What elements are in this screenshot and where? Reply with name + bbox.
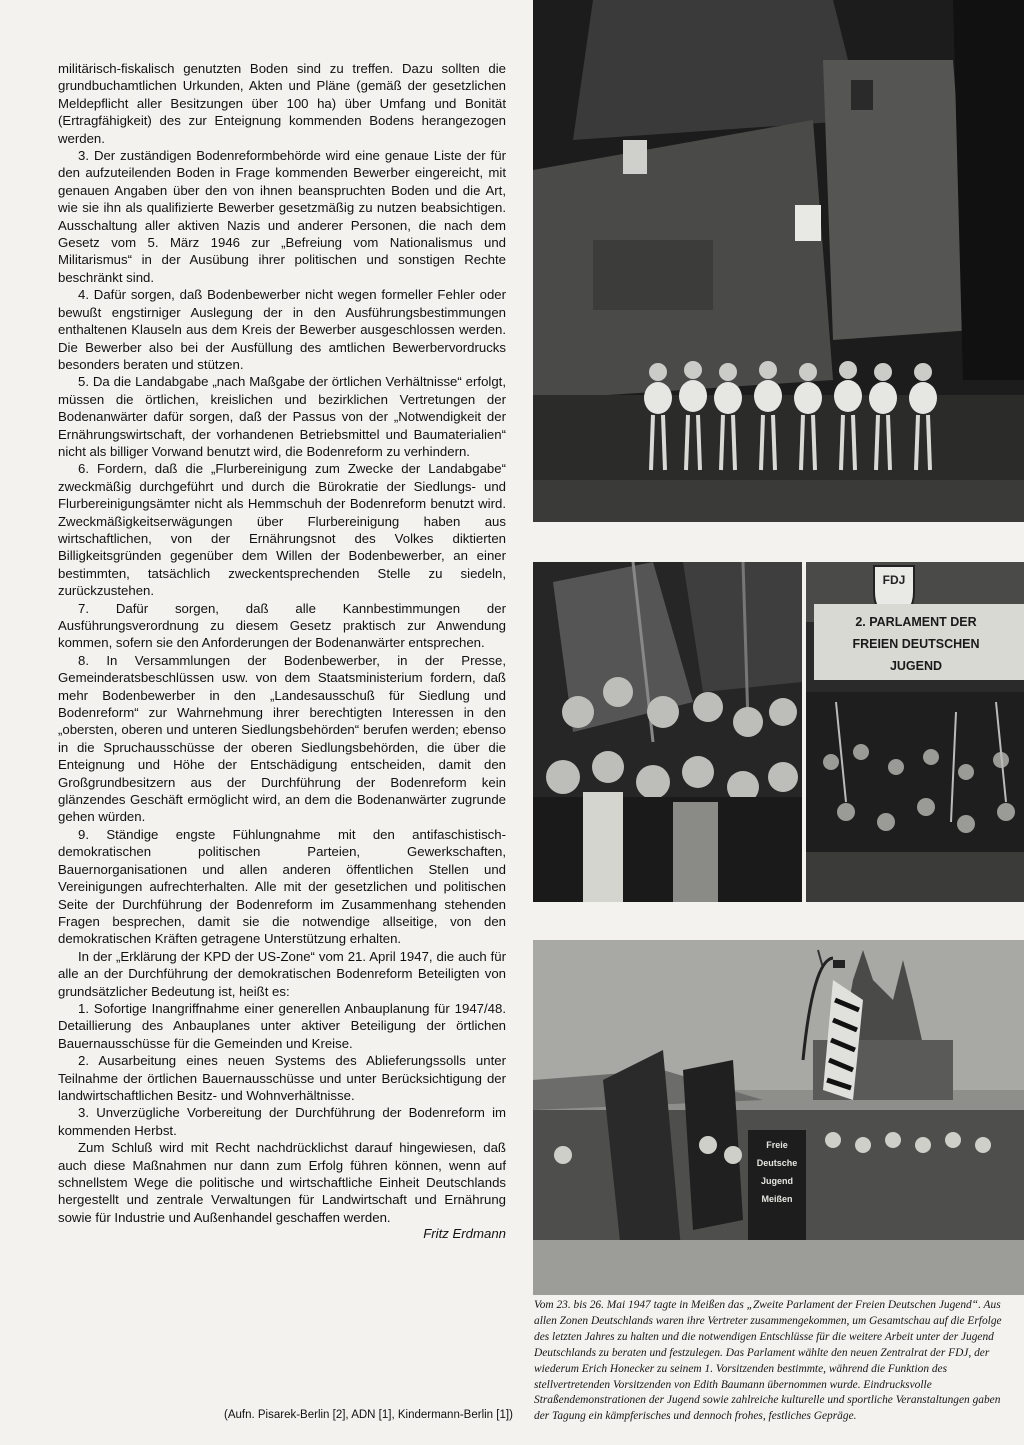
article-paragraph: 3. Der zuständigen Bodenreformbehörde wird eine genaue Liste der für den aufzuteilenden Boden in Frage kommenden Bewerber eingereicht, mit genauen Angaben über den von ihnen beanspruchten Boden und die Art, wie sie ihn als qualifizierte Bewerber gesetzmäßig zu nutzen beabsichtigen. Ausschaltung aller aktiven Nazis und anderer Personen, die nach dem Gesetz vom 5. März 1946 zur „Befreiung vom Nationalismus und Militarismus“ in der Ausübung ihrer politischen und sonstigen Rechte beschränkt sind. [58,148,506,285]
article-paragraph: 3. Unverzügliche Vorbereitung der Durchführung der Bodenreform im kommenden Herbst. [58,1105,506,1138]
photo-dancers-courtyard [533,0,1024,522]
flag-text-line-1: Freie [766,1140,788,1150]
article-paragraph: 5. Da die Landabgabe „nach Maßgabe der örtlichen Verhältnisse“ erfolgt, müssen die örtlichen, kreislichen und bezirklichen Vertretungen der Bodenanwärter dafür sorgen, daß der Passus von der „Notwendigkeit der Ernährungswirtschaft, der vorhandenen Betriebsmittel und Baumaterialien“ nicht als billiger Vorwand benutzt wird, die Bodenreform zu verhindern. [58,374,506,459]
flag-text-line-4: Meißen [761,1194,793,1204]
flag-text-line-2: Deutsche [756,1158,798,1168]
article-paragraph: 4. Dafür sorgen, daß Bodenbewerber nicht wegen formeller Fehler oder bewußt engstirniger Auslegung der in den Ausführungsbestimmungen enthaltenen Klauseln aus dem Kreis der Bewerber ausgeschlossen werden. Die Bewerber also bei der Ausfüllung des amtlichen Bewerbervordrucks besonders beraten und stützen. [58,287,506,372]
photo-fdj-banner [806,562,1024,902]
article-paragraph: militärisch-fiskalisch genutzten Boden sind zu treffen. Dazu sollten die grundbuchamtlichen Urkunden, Akten und Pläne (gemäß der gesetzlichen Meldepflicht aller Besitzungen über 100 ha) über Umfang und Bonität (Ertragfähigkeit) des zur Enteignung kommenden Bodens herangezogen werden. [58,61,506,146]
banner-line-1: 2. PARLAMENT DER [855,615,977,629]
fdj-logo-text: FDJ [882,573,906,587]
banner-line-3: JUGEND [889,659,943,673]
author-signature: Fritz Erdmann [423,1226,506,1242]
article-paragraph: 1. Sofortige Inangriffnahme einer generellen Anbauplanung für 1947/48. Detaillierung des Anbauplanes unter aktiver Beteiligung der örtlichen Bauernausschüsse für die Gemeinden und Kreise. [58,1000,506,1051]
photo-street-demonstration [533,940,1024,1295]
article-paragraph: In der „Erklärung der KPD der US-Zone“ vom 21. April 1947, die auch für alle an der Durchführung der demokratischen Bodenreform Beteiligten von grundsätzlicher Bedeutung ist, heißt es: [58,948,506,999]
article-paragraph: Zum Schluß wird mit Recht nachdrücklichst darauf hingewiesen, daß auch diese Maßnahmen nur dann zum Erfolg führen können, wenn auf schnellstem Wege die politische und wirtschaftliche Einheit Deutschlands hergestellt und zentrale Verwaltungen für Landwirtschaft und Ernährung sowie für Industrie und Außenhandel geschaffen werden. [58,1140,506,1225]
article-paragraph: 6. Fordern, daß die „Flurbereinigung zum Zwecke der Landabgabe“ zweckmäßig durchgeführt und durch die Bürokratie der Siedlungs- und Flurbereinigungsämter nicht als Hemmschuh der Bodenreform benutzt wird. Zweckmäßigkeitserwägungen über Flurbereinigung haben aus wirtschaftlichen, von der Ernährungsnot des Volkes diktierten Billigkeitsgründen gegenüber dem Willen der Bodenbewerber, an einer bestimmten, tatsächlich zweckentsprechenden Stelle zu siedeln, zurückzustehen. [58,461,506,599]
article-body [58,60,506,1243]
article-paragraph: 2. Ausarbeitung eines neuen Systems des Ablieferungssolls unter Teilnahme der örtlichen Bauernausschüsse und unter Berücksichtigung der landwirtschaftlichen Besitz- und Wohnverhältnisse. [58,1053,506,1103]
photo-caption: Vom 23. bis 26. Mai 1947 tagte in Meißen das „Zweite Parlament der Freien Deutschen Jugend“. Aus allen Zonen Deutschlands waren ihre Vertreter zusammengekommen, um Gesamtschau auf die Erfolge des letzten Jahres zu halten und die notwendigen Entschlüsse für die weitere Arbeit unter der Jugend Deutschlands zu beraten und festzulegen. Das Parlament wählte den neuen Zentralrat der FDJ, der wiederum Erich Honecker zu seinem 1. Vorsitzenden bestimmte, während die Funktion des stellvertretenden Vorsitzenden von Edith Baumann übernommen wurde. Eindrucksvolle Straßendemonstrationen der Jugend sowie zahlreiche kulturelle und sportliche Veranstaltungen gaben der Tagung ein kämpferisches und dennoch frohes, festliches Gepräge. [534,1299,1002,1423]
banner-line-2: FREIEN DEUTSCHEN [852,637,980,651]
article-paragraph: 9. Ständige engste Fühlungnahme mit den antifaschistisch-demokratischen politischen Parteien, Gewerkschaften, Bauernorganisationen und allen anderen öffentlichen Stellen und Vereinigungen aufrechterhalten. Alle mit der gesetzlichen und politischen Seite der Durchführung der Bodenreform im Zusammenhang stehenden Fragen besprechen, damit sie die notwendige allseitige, von den demokratischen Kräften getragene Unterstützung erhalten. [58,826,506,947]
photo-crowd-flags [533,562,802,902]
article-paragraph: 7. Dafür sorgen, daß alle Kannbestimmungen der Ausführungsverordnung zu diesem Gesetz praktisch zur Anwendung kommen, sofern sie den Anforderungen der Bodenanwärter entsprechen. [58,600,506,651]
photo-credit: (Aufn. Pisarek-Berlin [2], ADN [1], Kindermann-Berlin [1]) [224,1409,513,1421]
flag-text-line-3: Jugend [760,1176,794,1186]
article-paragraph: 8. In Versammlungen der Bodenbewerber, in der Presse, Gemeinderatsbeschlüssen usw. von dem Staatsministerium fordern, daß mehr Bodenbewerber in den „Landesausschuß für Siedlung und Bodenreform“ zur Wahrnehmung ihrer berechtigten Interessen in den „obersten, oberen und unteren Siedlungsbehörden“ berufen werden; ebenso in die Spruchausschüsse der oberen Siedlungsbehörden, die über die Enteignung und Höhe der Entschädigung entscheiden, damit den Großgrundbesitzern aus der Durchführung der Bodenreform kein glänzendes Geschäft ermöglicht wird, an dem die Bodenanwärter zugrunde gehen würden. [58,652,506,825]
